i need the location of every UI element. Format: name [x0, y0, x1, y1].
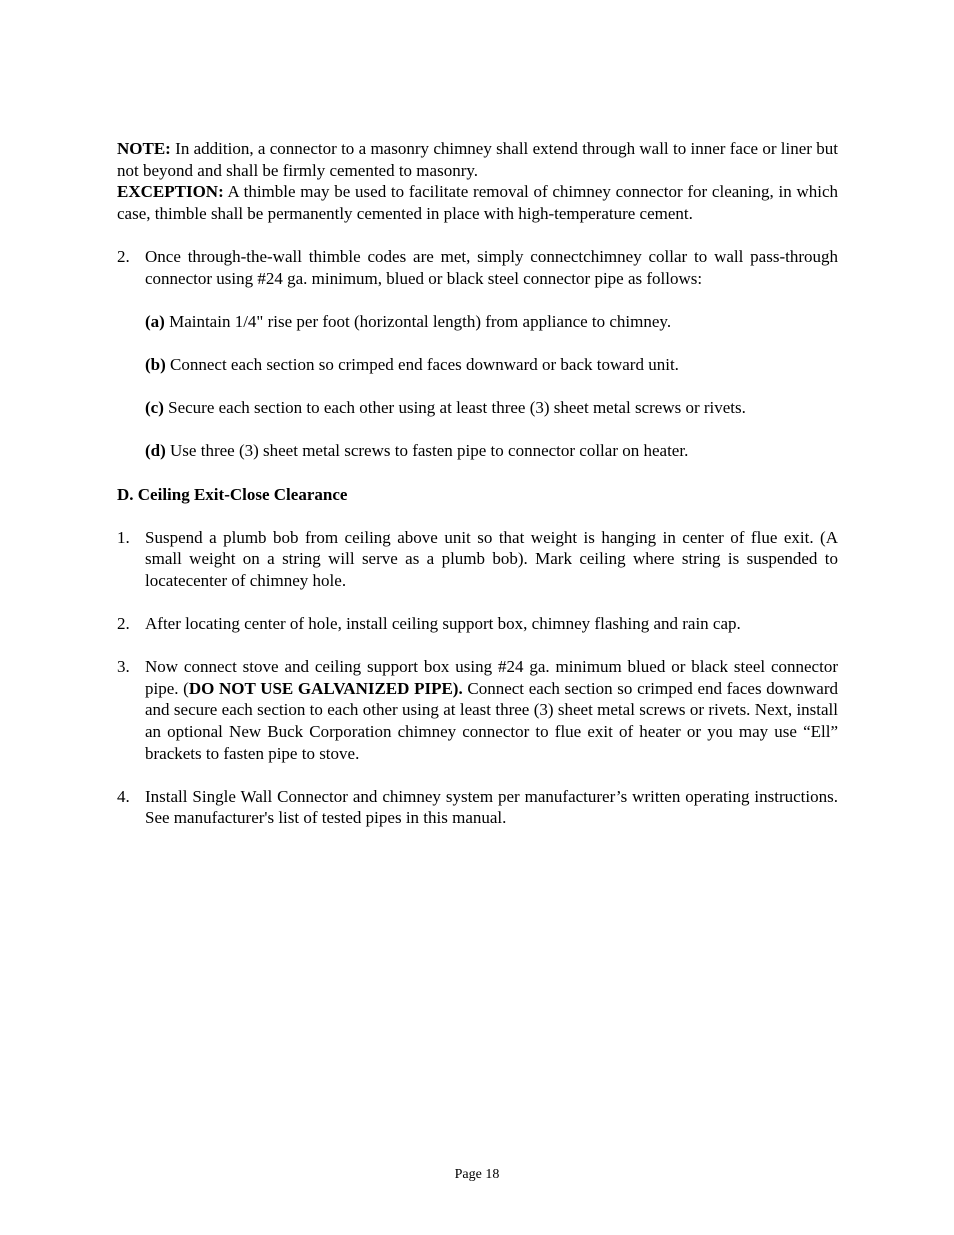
exception-paragraph — [117, 181, 838, 224]
sub-item-label: (b) — [145, 354, 166, 374]
list-item — [117, 656, 838, 764]
note-text: In addition, a connector to a masonry chimney shall extend through wall to inner face or liner but not beyond and shall be firmly cemented to masonry. — [117, 139, 838, 180]
list-item — [117, 786, 838, 829]
sub-item-d — [117, 440, 838, 462]
list-item — [117, 527, 838, 592]
list-item — [117, 246, 838, 289]
sub-item-text: Secure each section to each other using at least three (3) sheet metal screws or rivets. — [163, 398, 746, 418]
sub-item-a — [117, 311, 838, 333]
sub-item-label: (a) — [145, 311, 165, 331]
list-item-text: After locating center of hole, install ceiling support box, chimney flashing and rain cap. — [145, 614, 741, 634]
note-paragraph — [117, 138, 838, 181]
list-item-number: 3. — [117, 657, 130, 677]
section-heading: D. Ceiling Exit-Close Clearance — [117, 484, 348, 504]
sub-item-text: Connect each section so crimped end faces downward or back toward unit. — [165, 354, 679, 374]
list-item-number: 2. — [117, 246, 130, 266]
list-item-number: 2. — [117, 614, 130, 634]
exception-text: A thimble may be used to facilitate removal of chimney connector for cleaning, in which case, thimble shall be permanently cemented in place with high-temperature cement. — [117, 182, 838, 223]
document-body — [117, 138, 838, 829]
list-item-number: 1. — [117, 527, 130, 547]
list-item-text: Now connect stove and ceiling support box using #24 ga. minimum blued or black steel connector pipe. (DO NOT USE GALVANIZED PIPE). Connect each section so crimped end faces downward and secure each section to each other using at least three (3) sheet metal screws or rivets. Next, install an optional New Buck Corporation chimney connector to flue exit of heater or you may use “Ell” brackets to fasten pipe to stove. — [145, 657, 838, 763]
sub-item-b — [117, 354, 838, 376]
sub-item-label: (d) — [145, 441, 166, 461]
list-item-text: Once through-the-wall thimble codes are met, simply connectchimney collar to wall pass-through connector using #24 ga. minimum, blued or black steel connector pipe as follows: — [145, 246, 838, 288]
list-item-text: Suspend a plumb bob from ceiling above unit so that weight is hanging in center of flue exit. (A small weight on a string will serve as a plumb bob). Mark ceiling where string is suspended to locatecenter of chimney hole. — [145, 527, 838, 590]
sub-item-text: Maintain 1/4" rise per foot (horizontal length) from appliance to chimney. — [164, 311, 672, 331]
exception-label: EXCEPTION: — [117, 182, 224, 202]
page-number: Page 18 — [454, 1167, 500, 1182]
list-item-number: 4. — [117, 786, 130, 806]
note-label: NOTE: — [117, 139, 171, 158]
list-item — [117, 613, 838, 635]
list-item-text: Install Single Wall Connector and chimney system per manufacturer’s written operating instructions. See manufacturer's list of tested pipes in this manual. — [145, 786, 838, 828]
sub-item-label: (c) — [145, 398, 164, 418]
sub-item-text: Use three (3) sheet metal screws to fasten pipe to connector collar on heater. — [165, 441, 689, 461]
sub-item-c — [117, 397, 838, 419]
warning-text: DO NOT USE GALVANIZED PIPE). — [188, 678, 463, 698]
